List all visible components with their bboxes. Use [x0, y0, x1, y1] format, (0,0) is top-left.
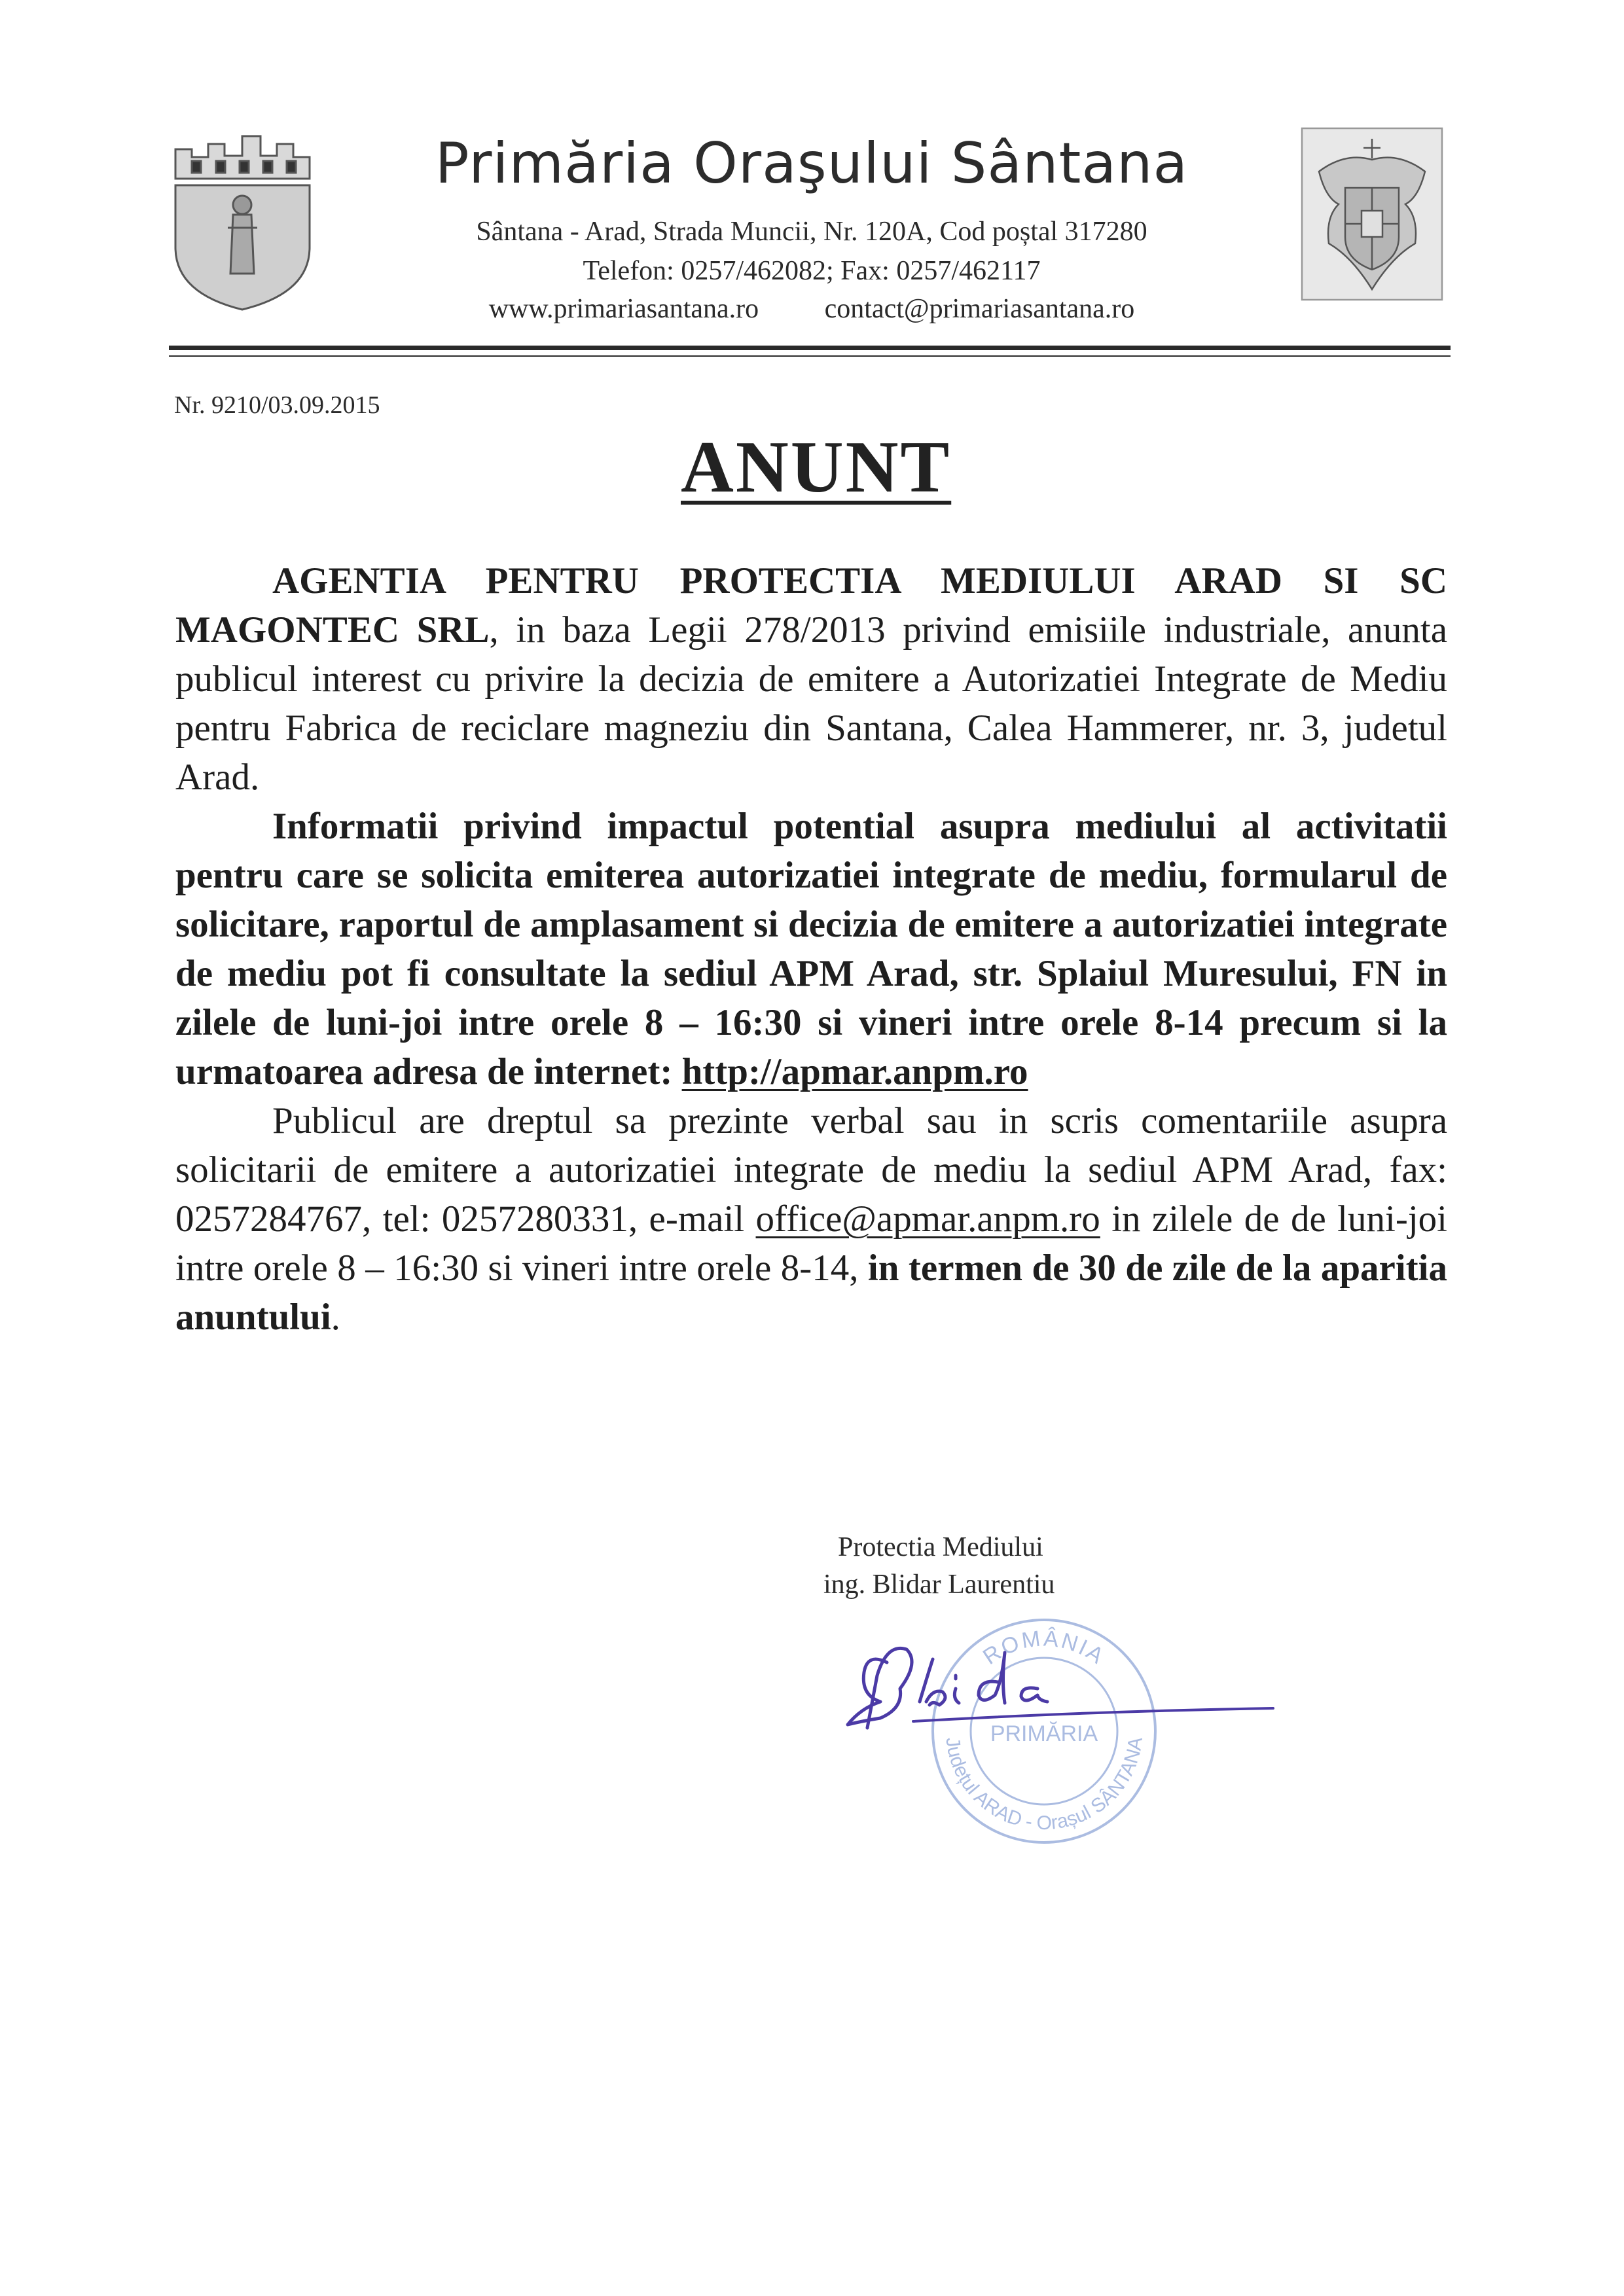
institution-contact [340, 293, 1283, 325]
signatory-department: Protectia Mediului [838, 1532, 1043, 1562]
document-title: ANUNT [681, 427, 952, 508]
apm-website-link[interactable]: http://apmar.anpm.ro [681, 1051, 1028, 1092]
header-divider-thin [169, 355, 1451, 357]
romania-coat-of-arms-icon [1299, 126, 1445, 302]
institution-name: Primăria Oraşului Sântana [435, 131, 1189, 196]
deadline-text: in termen de 30 de zile de la aparitia anuntului [175, 1247, 1447, 1338]
handwritten-signature [821, 1623, 1280, 1741]
contact-email-link[interactable]: contact@primariasantana.ro [824, 294, 1135, 324]
institution-phone-fax: Telefon: 0257/462082; Fax: 0257/462117 [583, 256, 1041, 286]
svg-text:Județul ARAD - Orașul SÂNTANA [941, 1736, 1147, 1834]
announcement-body [175, 556, 1447, 1342]
institution-address: Sântana - Arad, Strada Muncii, Nr. 120A, Cod poștal 317280 [476, 217, 1147, 247]
paragraph-3-text-2: in zilele de de luni-joi intre orele 8 – 16:30 si vineri intre orele 8-14, [175, 1198, 1447, 1289]
stamp-middle-text: PRIMĂRIA [990, 1721, 1098, 1746]
reference-number: Nr. 9210/03.09.2015 [174, 391, 380, 419]
stamp-top-text: ROMÂNIA [979, 1626, 1110, 1670]
apm-email-link[interactable]: office@apmar.anpm.ro [755, 1198, 1100, 1240]
header-divider-thick [169, 346, 1451, 350]
paragraph-3 [175, 1096, 1447, 1342]
paragraph-2 [175, 802, 1447, 1096]
paragraph-3-text: Publicul are dreptul sa prezinte verbal sau in scris comentariile asupra solicitarii de emitere a autorizatiei integrate de mediu la sediul APM Arad, fax: 0257284767, tel: 0257280331, e-mail [175, 1100, 1447, 1240]
stamp-bottom-text: Județul ARAD - Orașul SÂNTANA [941, 1736, 1147, 1835]
website-link[interactable]: www.primariasantana.ro [488, 294, 759, 324]
agency-names: AGENTIA PENTRU PROTECTIA MEDIULUI ARAD SI SC MAGONTEC SRL [175, 560, 1447, 651]
paragraph-2-text: Informatii privind impactul potential asupra mediului al activitatii pentru care se solicita emiterea autorizatiei integrate de mediu, formularul de solicitare, raportul de amplasament si decizia de emitere a autorizatiei integrate de mediu pot fi consultate la sediul APM Arad, str. Splaiul Muresului, FN in zilele de luni-joi intre orele 8 – 16:30 si vineri intre orele 8-14 precum si la urmatoarea adresa de internet: [175, 806, 1447, 1092]
paragraph-1-text: , in baza Legii 278/2013 privind emisiile industriale, anunta publicul interest cu privire la decizia de emitere a Autorizatiei Integrate de Mediu pentru Fabrica de reciclare magneziu din Santana, Calea Hammerer, nr. 3, judetul Arad. [175, 609, 1447, 798]
signatory-name: ing. Blidar Laurentiu [823, 1570, 1055, 1600]
paragraph-1 [175, 556, 1447, 802]
santana-coat-of-arms-icon [162, 117, 323, 313]
paragraph-3-end: . [331, 1297, 340, 1338]
